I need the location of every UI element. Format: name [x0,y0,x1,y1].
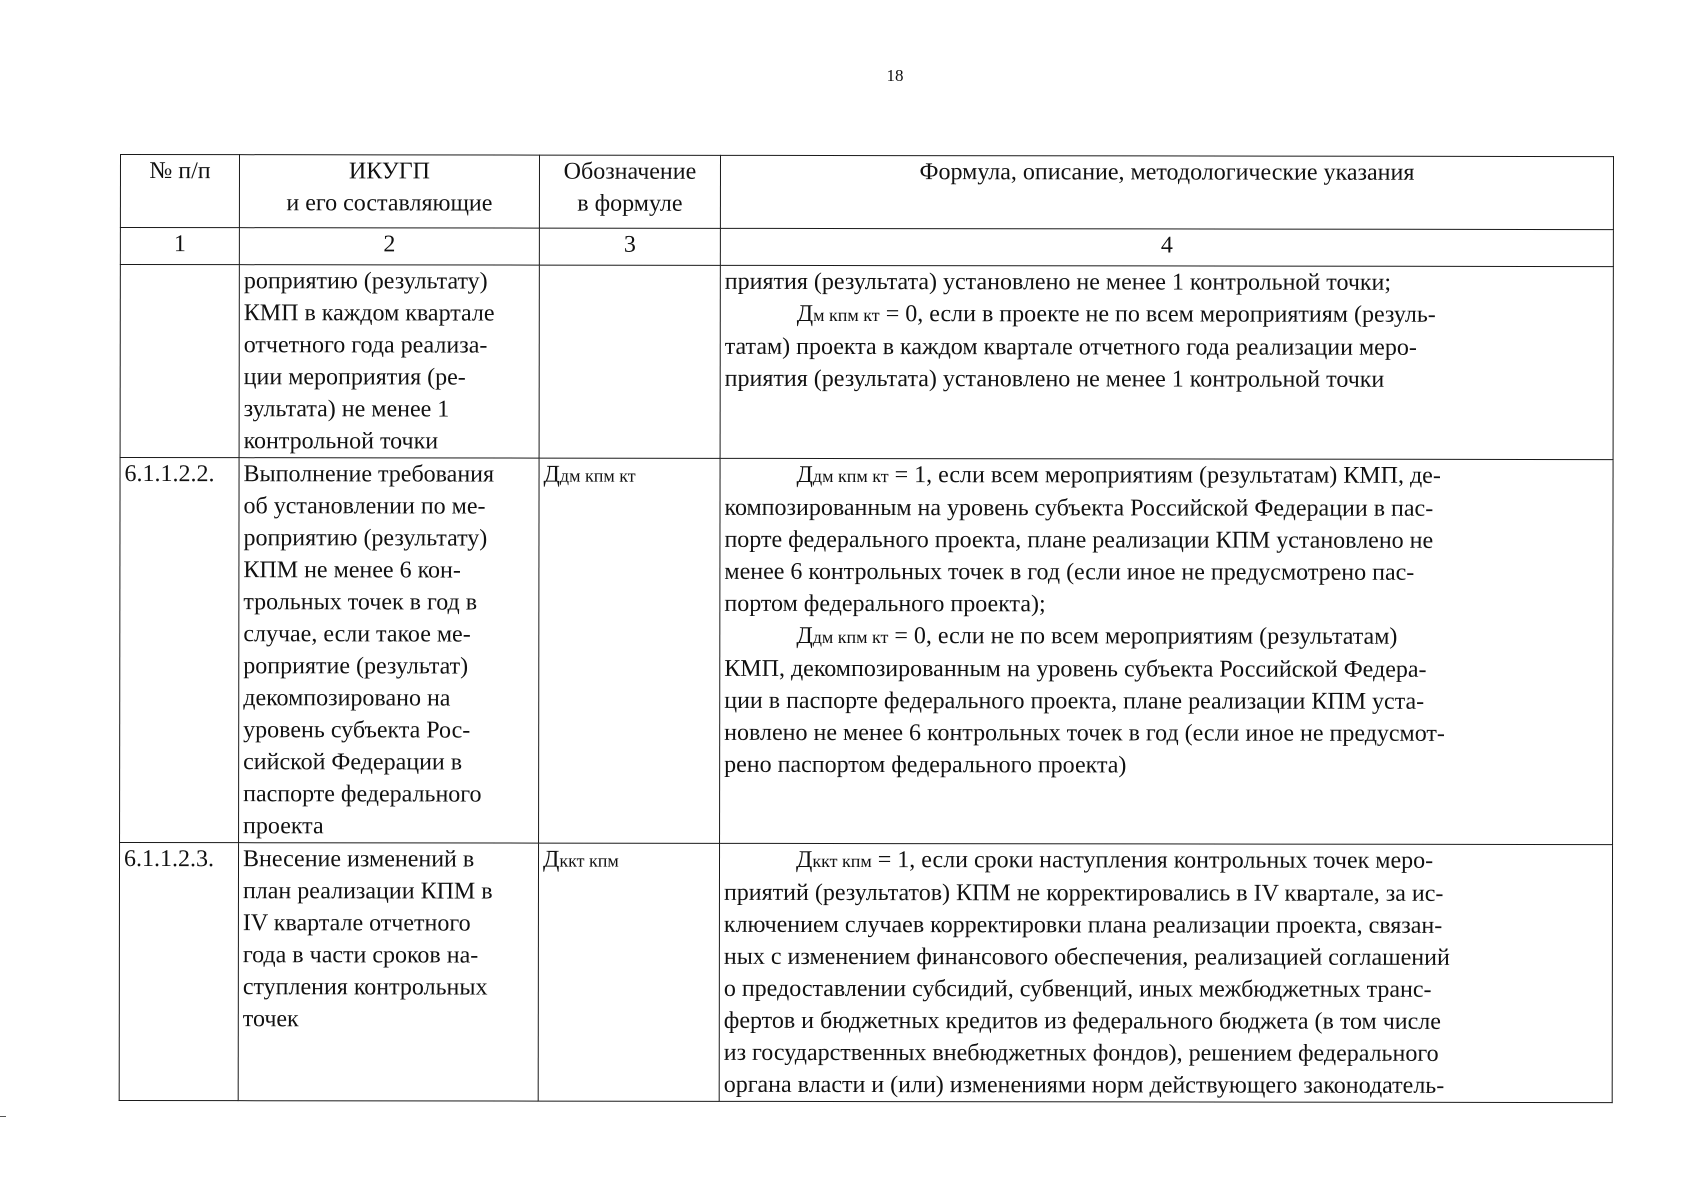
row-symbol [539,265,720,458]
description-text: приятия (результата) установлено не менее 1 контрольной точки [724,365,1385,393]
description-text: приятий (результатов) КПМ не корректировались в IV квартале, за ис- [723,879,1444,907]
description-line [725,363,1609,396]
indicator-name-line: паспорте федерального [243,781,482,808]
indicator-name-line: ступления контрольных [242,974,488,1001]
indicator-name-line: план реализации КПМ в [242,878,493,905]
indicator-name-line: сийской Федерации в [243,749,463,776]
header-line: № п/п [149,158,211,185]
description-text: татам) проекта в каждом квартале отчетного года реализации меро- [724,333,1417,361]
header-formula [720,155,1613,229]
description-line [724,556,1608,589]
description-text: = 0, если не по всем мероприятиям (результатам) [888,623,1398,650]
page-number: 18 [886,66,904,85]
indicator-name-line: уровень субъекта Рос- [243,717,471,744]
indicator-name-line: КМП в каждом квартале [243,300,495,327]
formula-symbol: Д [796,461,813,488]
formula-subscript: ккт кпм [812,850,872,872]
row-indicator-name [238,843,538,1101]
description-text: КМП, декомпозированным на уровень субъекта Российской Федера- [724,655,1427,683]
description-line [725,459,1609,493]
description-line [724,685,1608,718]
table-row [120,458,1614,845]
row-description [720,458,1614,844]
description-text: органа власти и (или) изменениями норм действующего законодатель- [723,1071,1445,1099]
description-line [725,266,1609,299]
description-text: о предоставлении субсидий, субвенций, иных межбюджетных транс- [723,975,1432,1003]
description-line [724,844,1608,878]
formula-subscript: дм кпм кт [812,626,889,648]
indicator-name-line: ции мероприятия (ре- [243,364,466,391]
formula-symbol: Д [795,846,813,873]
indicator-name-line: декомпозировано на [243,685,451,712]
indicator-name-line: Внесение изменений в [242,846,475,873]
indicator-name-line: роприятию (результату) [243,268,488,295]
description-line [724,492,1608,525]
row-description [720,265,1613,459]
description-line [724,524,1608,557]
symbol-subscript: ккт кпм [559,850,619,871]
description-text: ключением случаев корректировки плана реализации проекта, связан- [723,911,1443,939]
row-code [120,265,239,458]
formula-symbol: Д [796,622,813,649]
indicator-name-line: года в части сроков на- [242,942,479,969]
row-code: 6.1.1.2.3. [119,843,238,1101]
indicator-name-line: отчетного года реализа- [243,332,488,359]
indicator-name-line: IV квартале отчетного [242,910,471,937]
indicator-name-line: трольных точек в год в [243,589,478,616]
description-line [724,620,1608,654]
table-row [119,843,1612,1103]
description-line [724,588,1608,621]
margin-mark [0,1116,6,1117]
header-line: и его составляющие [286,190,493,217]
header-line: ИКУГП [348,158,431,185]
indicator-name-line: случае, если такое ме- [243,621,471,648]
indicator-name-line: Выполнение требования [243,461,495,488]
description-line [725,298,1609,332]
description-text: = 1, если всем мероприятиям (результатам) КМП, де- [888,462,1441,489]
description-text: = 1, если сроки наступления контрольных точек меро- [871,847,1434,874]
symbol-main: Д [542,846,560,873]
column-number-4: 4 [720,228,1613,266]
description-line [724,749,1608,782]
header-line: Обозначение [563,158,697,185]
symbol-main: Д [543,461,560,488]
description-text: фертов и бюджетных кредитов из федерального бюджета (в том числе [723,1007,1441,1035]
description-text: рено паспортом федерального проекта) [724,751,1127,779]
description-text: ции в паспорте федерального проекта, плане реализации КПМ уста- [724,687,1425,715]
row-description [719,843,1612,1102]
row-code: 6.1.1.2.2. [120,458,240,843]
formula-subscript: дм кпм кт [812,465,889,487]
description-line [724,717,1608,750]
column-number-3: 3 [539,228,720,265]
description-line [724,877,1608,910]
header-line: в формуле [577,190,683,217]
header-row [120,155,1613,230]
description-text: менее 6 контрольных точек в год (если иное не предусмотрено пас- [724,558,1415,586]
description-text: приятия (результата) установлено не менее 1 контрольной точки; [724,268,1392,296]
table-body [119,265,1613,1103]
header-indicator [239,155,539,228]
formula-subscript: м кпм кт [813,304,880,326]
description-line [724,1069,1608,1102]
description-text: ных с изменением финансового обеспечения, реализацией соглашений [723,943,1450,971]
indicator-name-line: об установлении по ме- [243,493,486,520]
row-indicator-name [239,458,540,843]
row-symbol [538,843,719,1101]
indicator-name-line: точек [242,1006,299,1033]
indicator-name-line: роприятие (результат) [243,653,469,680]
column-number-1: 1 [120,228,239,265]
description-line [724,909,1608,942]
row-symbol [539,458,721,843]
symbol-subscript: дм кпм кт [559,465,636,486]
description-line [724,1005,1608,1038]
header-symbol [539,155,720,228]
description-text: порте федерального проекта, плане реализации КПМ установлено не [724,526,1434,554]
description-line [724,941,1608,974]
indicator-name-line: зультата) не менее 1 [243,396,450,423]
indicator-table [119,154,1614,1103]
description-line [724,1037,1608,1070]
description-line [724,653,1608,686]
formula-symbol: Д [796,300,814,327]
description-line [724,973,1608,1006]
description-text: композированным на уровень субъекта Российской Федерации в пас- [724,494,1434,522]
row-indicator-name [239,265,539,458]
indicator-name-line: роприятию (результату) [243,525,488,552]
column-number-row [120,228,1613,267]
description-text: новлено не менее 6 контрольных точек в год (если иное не предусмот- [724,719,1445,747]
header-line: Формула, описание, методологические указания [919,159,1415,186]
indicator-name-line: КПМ не менее 6 кон- [243,557,461,584]
description-text: из государственных внебюджетных фондов), решением федерального [723,1039,1439,1067]
description-text: = 0, если в проекте не по всем мероприятиям (резуль- [879,301,1436,328]
description-line [725,331,1609,364]
description-text: портом федерального проекта); [724,590,1046,618]
indicator-name-line: проекта [243,813,324,840]
header-number [120,155,239,228]
indicator-name-line: контрольной точки [243,428,439,455]
column-number-2: 2 [239,228,539,265]
table-row [120,265,1613,460]
